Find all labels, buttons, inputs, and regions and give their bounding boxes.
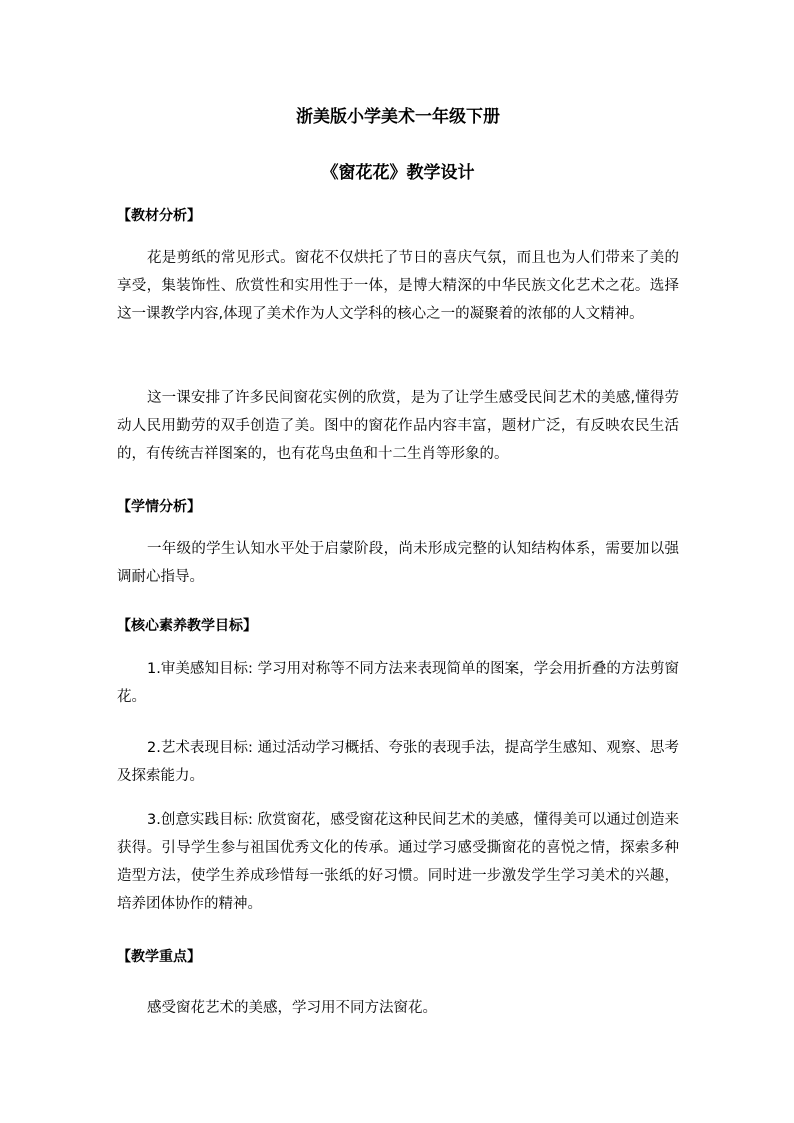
paragraph: 3.创意实践目标: 欣赏窗花，感受窗花这种民间艺术的美感，懂得美可以通过创造来获得。引导学生参与祖国优秀文化的传承。通过学习感受撕窗花的喜悦之情，探索多种造型方法，使学生养成珍惜每一张纸的好习惯。同时进一步激发学生学习美术的兴趣，培养团体协作的精神。 xyxy=(117,812,679,912)
document-subtitle: 《窗花花》教学设计 xyxy=(321,163,475,183)
paragraph: 1.审美感知目标: 学习用对称等不同方法来表现简单的图案，学会用折叠的方法剪窗花。 xyxy=(117,661,679,705)
paragraph: 2.艺术表现目标: 通过活动学习概括、夸张的表现手法，提高学生感知、观察、思考及探索能力。 xyxy=(117,740,679,784)
section-heading-teaching-focus: 【教学重点】 xyxy=(117,949,201,965)
document-page xyxy=(117,0,679,1123)
paragraph: 花是剪纸的常见形式。窗花不仅烘托了节日的喜庆气氛，而且也为人们带来了美的享受，集装饰性、欣赏性和实用性于一体，是博大精深的中华民族文化艺术之花。选择这一课教学内容,体现了美术作为人文学科的核心之一的凝聚着的浓郁的人文精神。 xyxy=(117,250,679,322)
paragraph: 一年级的学生认知水平处于启蒙阶段，尚未形成完整的认知结构体系，需要加以强调耐心指导。 xyxy=(117,541,679,585)
section-heading-core-objectives: 【核心素养教学目标】 xyxy=(117,618,257,634)
section-heading-textbook-analysis: 【教材分析】 xyxy=(117,208,201,224)
paragraph: 这一课安排了许多民间窗花实例的欣赏，是为了让学生感受民间艺术的美感,懂得劳动人民用勤劳的双手创造了美。图中的窗花作品内容丰富，题材广泛，有反映农民生活的，有传统吉祥图案的，也有花鸟虫鱼和十二生肖等形象的。 xyxy=(117,390,679,462)
document-title: 浙美版小学美术一年级下册 xyxy=(296,107,500,127)
paragraph: 感受窗花艺术的美感，学习用不同方法窗花。 xyxy=(147,1000,437,1016)
section-heading-student-analysis: 【学情分析】 xyxy=(117,499,201,515)
